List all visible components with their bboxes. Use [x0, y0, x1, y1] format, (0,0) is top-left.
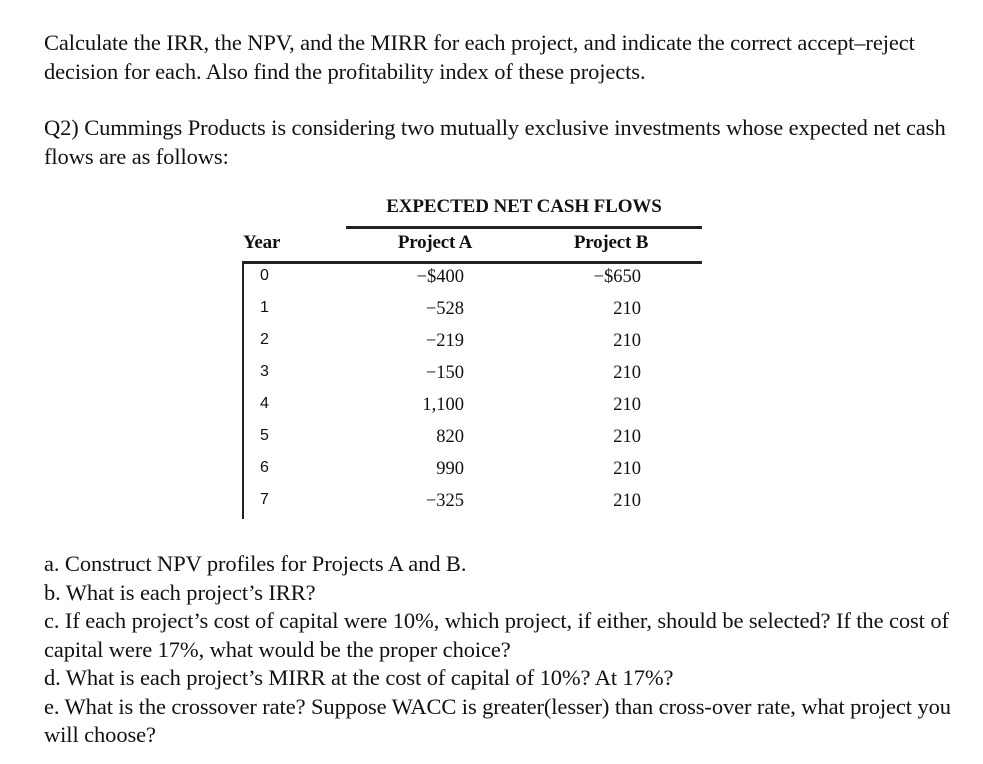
cell-project-b: 210 — [613, 331, 641, 351]
cell-project-b: 210 — [613, 395, 641, 415]
cell-year: 4 — [260, 395, 269, 412]
table-row — [244, 331, 704, 363]
question-c: c. If each project’s cost of capital were 10%, which project, if either, should be selected? If the cost of capital were 17%, what would be the proper choice? — [44, 608, 949, 662]
cell-project-b: 210 — [613, 491, 641, 511]
cell-project-a: −325 — [425, 491, 464, 511]
header-project-b: Project B — [573, 232, 649, 253]
table-row — [244, 491, 704, 523]
cell-project-a: −150 — [425, 363, 464, 383]
caption-rule — [346, 226, 702, 229]
cell-project-a: 990 — [436, 459, 464, 479]
cell-year: 1 — [260, 299, 269, 316]
question-d: d. What is each project’s MIRR at the cost of capital of 10%? At 17%? — [44, 665, 674, 690]
cell-year: 6 — [260, 459, 269, 476]
cell-project-b: 210 — [613, 427, 641, 447]
cell-project-a: 1,100 — [422, 395, 464, 415]
cell-year: 0 — [260, 267, 269, 284]
cell-project-b: −$650 — [593, 267, 641, 287]
question-e: e. What is the crossover rate? Suppose WACC is greater(lesser) than cross-over rate, what project you will choose? — [44, 693, 951, 747]
table-row — [244, 299, 704, 331]
cell-project-a: 820 — [436, 427, 464, 447]
table-row — [244, 395, 704, 427]
cell-project-a: −$400 — [416, 267, 464, 287]
table-row — [244, 459, 704, 491]
table-caption: EXPECTED NET CASH FLOWS — [386, 196, 662, 217]
cell-year: 7 — [260, 491, 269, 508]
intro-paragraph: Calculate the IRR, the NPV, and the MIRR for each project, and indicate the correct accept–reject decision for each. Also find the profitability index of these projects. — [44, 30, 915, 84]
table-row — [244, 427, 704, 459]
table-row — [244, 363, 704, 395]
question-list — [44, 550, 964, 750]
header-project-a: Project A — [397, 232, 473, 253]
cell-year: 5 — [260, 427, 269, 444]
cell-year: 2 — [260, 331, 269, 348]
cell-project-b: 210 — [613, 299, 641, 319]
cell-year: 3 — [260, 363, 269, 380]
question-b: b. What is each project’s IRR? — [44, 579, 316, 605]
cell-project-b: 210 — [613, 459, 641, 479]
cell-project-b: 210 — [613, 363, 641, 383]
question-2-paragraph: Q2) Cummings Products is considering two mutually exclusive investments whose expected net cash flows are as follows: — [44, 115, 946, 169]
table-row — [244, 267, 704, 299]
question-a: a. Construct NPV profiles for Projects A and B. — [44, 551, 467, 576]
header-year: Year — [243, 232, 281, 253]
cell-project-a: −219 — [425, 331, 464, 351]
header-rule — [242, 261, 702, 264]
cell-project-a: −528 — [425, 299, 464, 319]
